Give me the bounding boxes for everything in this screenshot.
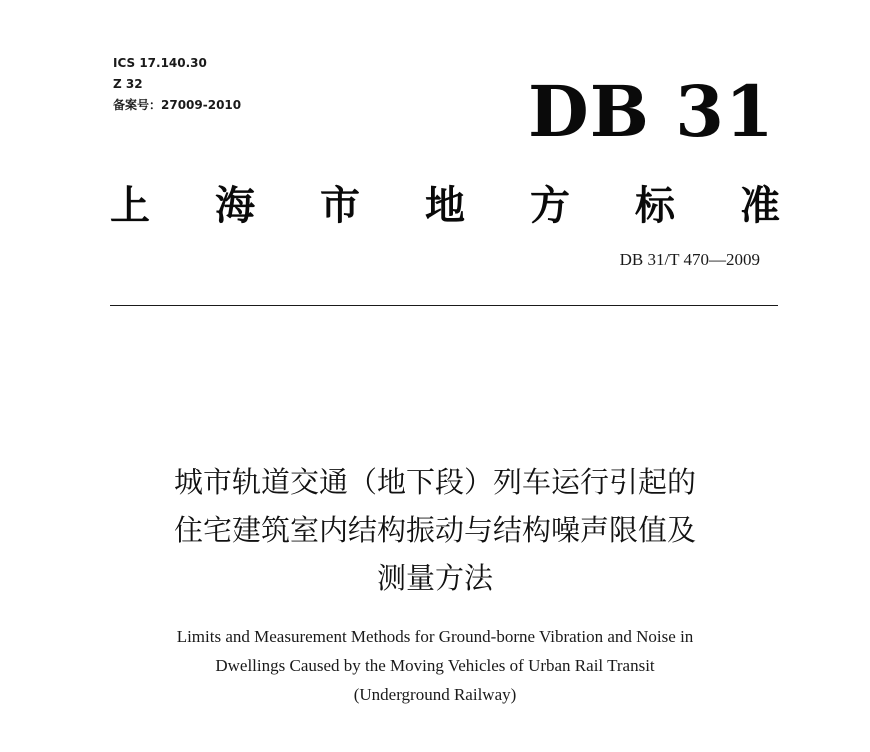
- title-en-line: Limits and Measurement Methods for Ground-borne Vibration and Noise in: [176, 627, 694, 646]
- category-char: 上: [110, 182, 150, 229]
- title-en-line: (Underground Railway): [353, 685, 517, 704]
- standard-mark: DB 31: [528, 70, 775, 153]
- category-char: 标: [635, 182, 675, 229]
- metadata-block: [113, 53, 241, 116]
- category-char: 准: [740, 182, 780, 229]
- title-en-line: Dwellings Caused by the Moving Vehicles of Urban Rail Transit: [215, 656, 655, 675]
- title-cn-line: 测量方法: [376, 561, 493, 595]
- title-chinese: [60, 458, 810, 602]
- title-cn-line: 城市轨道交通（地下段）列车运行引起的: [173, 465, 696, 499]
- title-english: [60, 622, 810, 709]
- category-char: 市: [320, 182, 360, 229]
- standard-number: DB 31/T 470—2009: [619, 250, 760, 269]
- category-char: 海: [215, 182, 255, 229]
- ics-code: ICS 17.140.30: [113, 56, 207, 70]
- filing-number: 备案号：27009-2010: [113, 98, 242, 112]
- classification-code: Z 32: [113, 77, 143, 91]
- category-char: 方: [530, 182, 570, 229]
- category-char: 地: [425, 182, 465, 229]
- header-divider: [110, 305, 778, 306]
- title-cn-line: 住宅建筑室内结构振动与结构噪声限值及: [173, 513, 696, 547]
- standard-category: [110, 182, 780, 230]
